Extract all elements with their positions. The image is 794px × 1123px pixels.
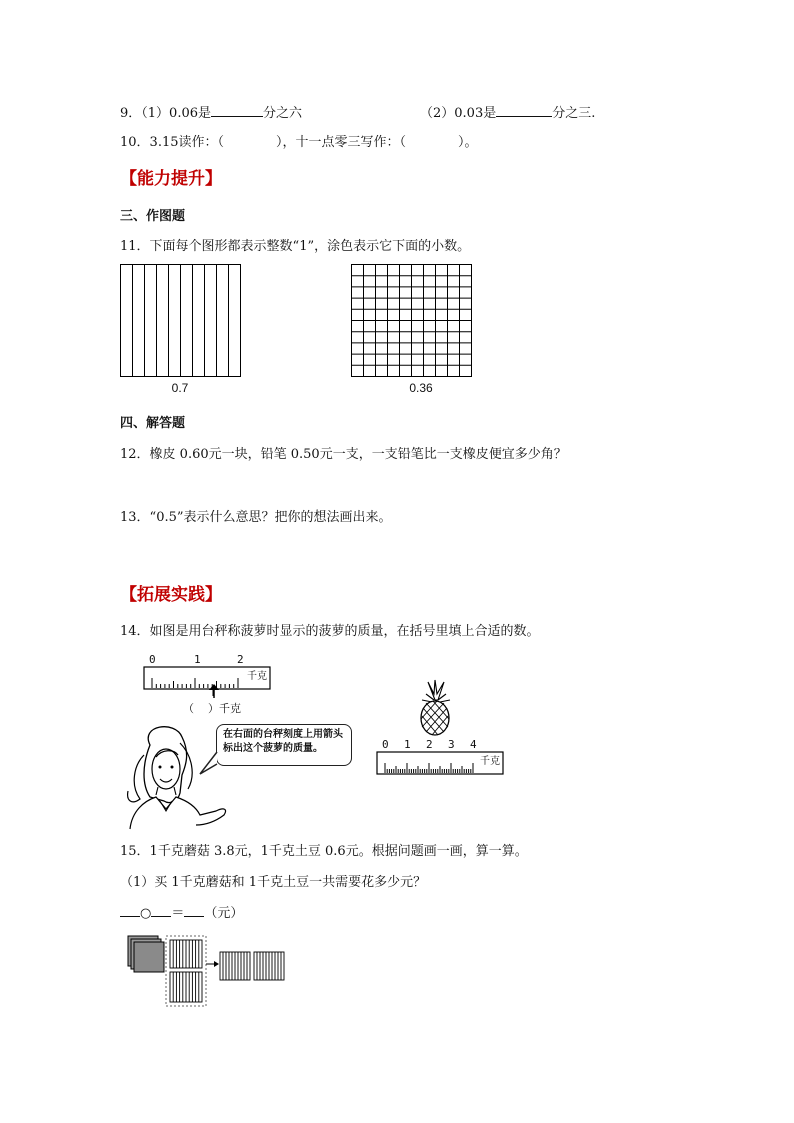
eq-blank-2[interactable] — [151, 904, 171, 917]
q9-part2-suffix: 分之三. — [552, 106, 596, 121]
question-9-part2 — [420, 104, 595, 123]
section-3-heading: 三、作图题 — [120, 209, 186, 224]
section-expand-heading: 【拓展实践】 — [120, 585, 222, 605]
section-4-heading: 四、解答题 — [120, 416, 186, 431]
scale-2-label-2: 2 — [426, 738, 433, 751]
question-13: 13．“0.5”表示什么意思？把你的想法画出来。 — [120, 510, 392, 525]
scale-1-label-0: 0 — [149, 653, 156, 666]
eq-blank-1[interactable] — [120, 904, 140, 917]
section-ability-heading: 【能力提升】 — [120, 169, 222, 189]
scale-1-label-2: 2 — [237, 653, 244, 666]
scale-2-label-1: 1 — [404, 738, 411, 751]
question-10 — [120, 134, 478, 152]
scale-1-answer — [183, 700, 241, 718]
scale-2-label-4: 4 — [470, 738, 477, 751]
eq-unit: （元） — [204, 906, 244, 921]
decimal-blocks-diagram — [126, 934, 286, 1006]
question-9 — [120, 104, 302, 123]
teacher-illustration — [120, 725, 230, 830]
question-11: 11．下面每个图形都表示整数“1”，涂色表示它下面的小数。 — [120, 239, 471, 254]
scale-2-label-3: 3 — [448, 738, 455, 751]
arrow-up-icon — [209, 684, 219, 698]
scale-2-unit: 千克 — [480, 756, 500, 767]
scale-1-answer-open: （ — [183, 702, 194, 715]
eq-equals: ＝ — [171, 906, 185, 921]
question-15-equation — [120, 904, 243, 923]
figure-hundredths-grid[interactable] — [351, 264, 472, 377]
q10-end: ）。 — [458, 135, 478, 150]
speech-bubble: 在右面的台秤刻度上用箭头标出这个菠萝的质量。 — [216, 724, 352, 766]
q9-part1-label: （1）0.06是 — [141, 106, 211, 121]
q9-part2-label: （2）0.03是 — [420, 106, 497, 121]
figure-1-caption: 0.7 — [171, 381, 189, 395]
q9-number: 9． — [120, 106, 142, 121]
question-14: 14．如图是用台秤称菠萝时显示的菠萝的质量，在括号里填上合适的数。 — [120, 624, 540, 639]
question-15-part1: （1）买 1千克蘑菇和 1千克土豆一共需要花多少元？ — [120, 875, 427, 890]
scale-1-answer-close: ）千克 — [208, 702, 241, 715]
scale-2-label-0: 0 — [382, 738, 389, 751]
eq-blank-3[interactable] — [184, 904, 204, 917]
question-15: 15．1千克蘑菇 3.8元，1千克土豆 0.6元。根据问题画一画，算一算。 — [120, 844, 528, 859]
question-12: 12．橡皮 0.60元一块，铅笔 0.50元一支，一支铅笔比一支橡皮便宜多少角？ — [120, 447, 567, 462]
q10-mid: ），十一点零三写作：（ — [276, 135, 407, 150]
bubble-tail — [198, 752, 220, 776]
figure-tenths-grid[interactable] — [120, 264, 241, 377]
q9-part1-blank[interactable] — [211, 104, 263, 117]
pineapple-icon — [414, 680, 456, 736]
q10-number: 10．3.15读作：（ — [120, 135, 224, 150]
figure-2-caption: 0.36 — [409, 381, 433, 395]
scale-1-unit: 千克 — [247, 671, 267, 682]
eq-operator-circle[interactable]: ○ — [140, 906, 152, 921]
q9-part1-suffix: 分之六 — [263, 106, 303, 121]
scale-1-label-1: 1 — [194, 653, 201, 666]
q9-part2-blank[interactable] — [496, 104, 552, 117]
